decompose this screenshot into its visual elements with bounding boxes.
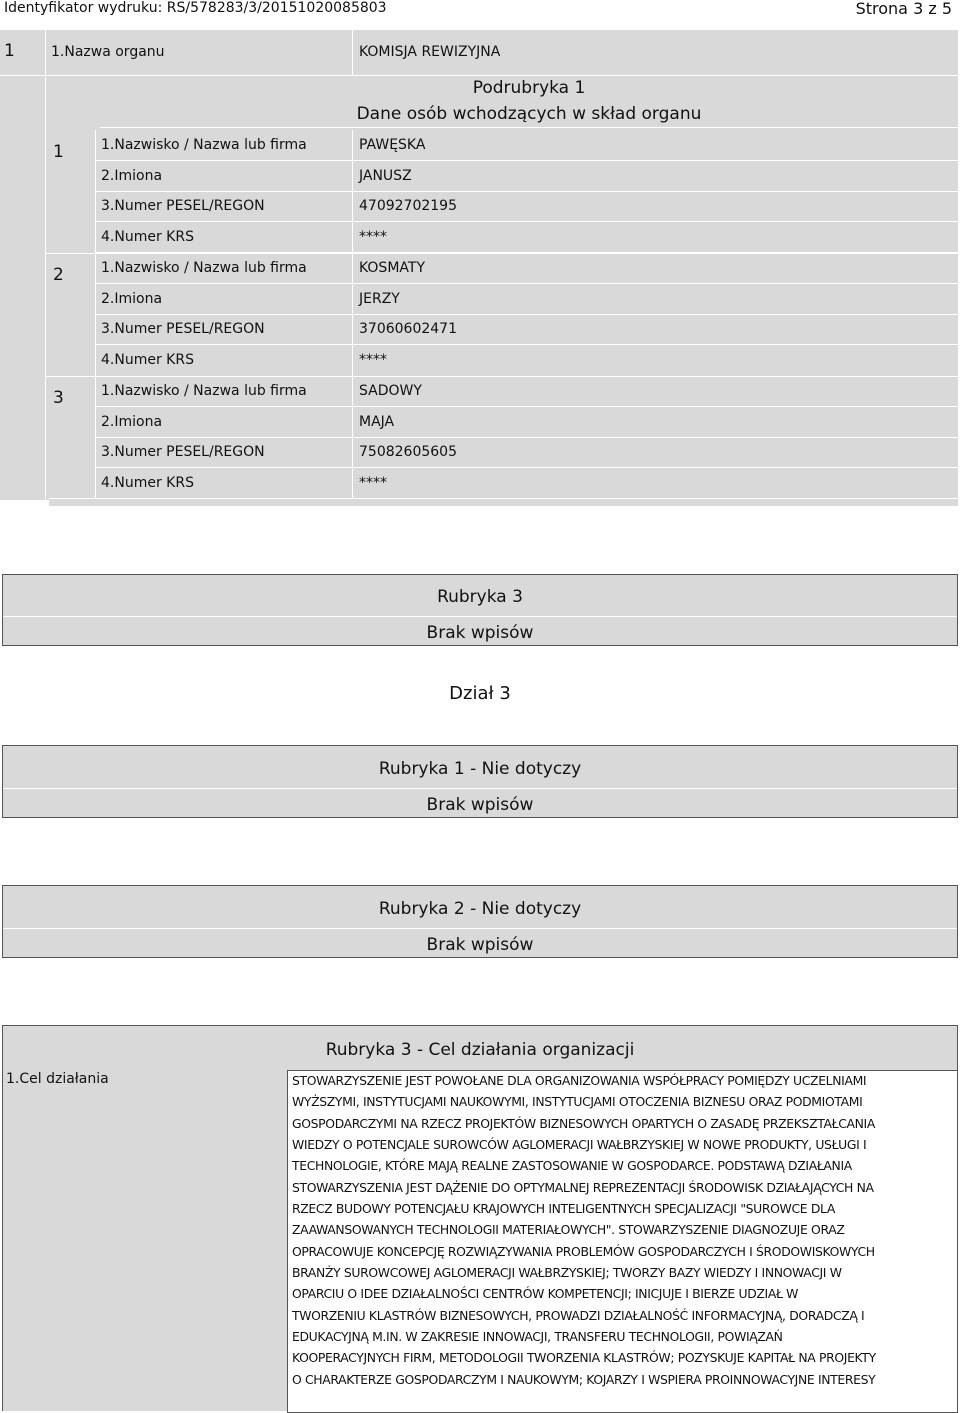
cel-label: 1.Cel działania	[6, 1071, 109, 1087]
subsection-title: Podrubryka 1	[472, 78, 586, 98]
person-field-value: 37060602471	[359, 321, 457, 337]
d3-rubryka1-box	[2, 745, 958, 818]
person-field-label: 3.Numer PESEL/REGON	[101, 198, 265, 214]
organ-value: KOMISJA REWIZYJNA	[359, 44, 501, 60]
person-field-label: 4.Numer KRS	[101, 229, 194, 245]
cel-description-line: OPARCIU O IDEE DZIAŁALNOŚCI CENTRÓW KOMPETENCJI; INICJUJE I BIERZE UDZIAŁ W	[292, 1286, 799, 1302]
person-field-label: 4.Numer KRS	[101, 475, 194, 491]
cel-value-cell	[287, 1070, 958, 1413]
cel-description-line: STOWARZYSZENIE JEST POWOŁANE DLA ORGANIZOWANIA WSPÓŁPRACY POMIĘDZY UCZELNIAMI	[292, 1073, 867, 1088]
d3-rubryka3-header	[2, 1025, 958, 1070]
person-field-label: 3.Numer PESEL/REGON	[101, 444, 265, 460]
person-field-value: 75082605605	[359, 444, 457, 460]
person-index: 2	[53, 265, 64, 285]
cel-description-line: GOSPODARCZYMI NA RZECZ PROJEKTÓW BIZNESOWYCH OPARTYCH O ZASADĘ PRZEKSZTAŁCANIA	[292, 1115, 875, 1131]
person-field-value: 47092702195	[359, 198, 457, 214]
cel-description-line: WIEDZY O POTENCJALE SUROWCÓW AGLOMERACJI WAŁBRZYSKIEJ W NOWE PRODUKTY, USŁUGI I	[292, 1137, 867, 1153]
person-field-value: KOSMATY	[359, 260, 425, 276]
cel-description	[292, 1070, 876, 1390]
d3-rubryka1-status: Brak wpisów	[426, 795, 534, 815]
person-field-value: ****	[359, 352, 387, 368]
person-field-value: ****	[359, 229, 387, 245]
organ-label: 1.Nazwa organu	[51, 44, 165, 60]
person-field-value: ****	[359, 475, 387, 491]
rubryka3-box	[2, 574, 958, 646]
person-field-label: 2.Imiona	[101, 168, 163, 184]
person-field-label: 1.Nazwisko / Nazwa lub firma	[101, 260, 307, 276]
cel-description-line: RZECZ BUDOWY POTENCJAŁU KRAJOWYCH INTELIGENTNYCH SPECJALIZACJI "SUROWCE DLA	[292, 1201, 835, 1217]
cel-description-line: ZAAWANSOWANYCH TECHNOLOGII MATERIAŁOWYCH". STOWARZYSZENIE DIAGNOZUJE ORAZ	[292, 1222, 845, 1238]
cel-description-line: STOWARZYSZENIA JEST DĄŻENIE DO OPTYMALNEJ REPREZENTACJI ŚRODOWISK DZIAŁAJĄCYCH NA	[292, 1179, 874, 1195]
organ-index: 1	[4, 41, 15, 61]
d3-rubryka3-title: Rubryka 3 - Cel działania organizacji	[325, 1040, 635, 1060]
d3-rubryka2-status: Brak wpisów	[426, 935, 534, 955]
cel-description-line: BRANŻY SUROWCOWEJ AGLOMERACJI WAŁBRZYSKIEJ; TWORZY BAZY WIEDZY I INNOWACJI W	[292, 1265, 842, 1281]
d3-rubryka1-title: Rubryka 1 - Nie dotyczy	[378, 759, 582, 779]
d3-rubryka2-title: Rubryka 2 - Nie dotyczy	[378, 899, 582, 919]
person-field-value: JERZY	[359, 291, 400, 307]
cel-description-line: O CHARAKTERZE GOSPODARCZYM I NAUKOWYM; KOJARZY I WSPIERA PROINNOWACYJNE INTERESY	[292, 1371, 876, 1387]
person-field-value: PAWĘSKA	[359, 137, 426, 153]
person-field-label: 1.Nazwisko / Nazwa lub firma	[101, 383, 307, 399]
person-field-value: JANUSZ	[359, 168, 412, 184]
person-field-label: 4.Numer KRS	[101, 352, 194, 368]
rubryka3-status: Brak wpisów	[426, 623, 534, 643]
person-field-label: 1.Nazwisko / Nazwa lub firma	[101, 137, 307, 153]
cel-description-line: TECHNOLOGIE, KTÓRE MAJĄ REALNE ZASTOSOWANIE W GOSPODARCE. PODSTAWĄ DZIAŁANIA	[292, 1158, 852, 1174]
person-field-value: MAJA	[359, 414, 395, 430]
person-field-value: SADOWY	[359, 383, 422, 399]
cel-description-line: KOOPERACYJNYCH FIRM, METODOLOGII TWORZENIA KLASTRÓW; POZYSKUJE KAPITAŁ NA PROJEKTY	[292, 1350, 876, 1366]
person-index: 3	[53, 388, 64, 408]
subsection-subtitle: Dane osób wchodzących w skład organu	[356, 104, 702, 124]
person-index: 1	[53, 142, 64, 162]
cel-label-cell	[2, 1070, 287, 1411]
print-identifier: Identyfikator wydruku: RS/578283/3/20151020085803	[4, 0, 387, 16]
person-field-label: 2.Imiona	[101, 414, 163, 430]
cel-description-line: WYŻSZYMI, INSTYTUCJAMI NAUKOWYMI, INSTYTUCJAMI OTOCZENIA BIZNESU ORAZ PODMIOTAMI	[292, 1094, 863, 1110]
d3-rubryka2-box	[2, 885, 958, 958]
rubryka3-title: Rubryka 3	[437, 587, 523, 607]
cel-description-line: EDUKACYJNĄ M.IN. W ZAKRESIE INNOWACJI, TRANSFERU TECHNOLOGII, POWIĄZAŃ	[292, 1329, 783, 1345]
page-number: Strona 3 z 5	[855, 0, 952, 18]
person-field-label: 3.Numer PESEL/REGON	[101, 321, 265, 337]
cel-description-line: TWORZENIU KLASTRÓW BIZNESOWYCH, PROWADZI DZIAŁALNOŚĆ INFORMACYJNĄ, DORADCZĄ I	[292, 1307, 865, 1323]
cel-description-line: OPRACOWUJE KONCEPCJĘ ROZWIĄZYWANIA PROBLEMÓW GOSPODARCZYCH I ŚRODOWISKOWYCH	[292, 1243, 875, 1259]
dzial3-title: Dział 3	[449, 683, 511, 704]
person-field-label: 2.Imiona	[101, 291, 163, 307]
